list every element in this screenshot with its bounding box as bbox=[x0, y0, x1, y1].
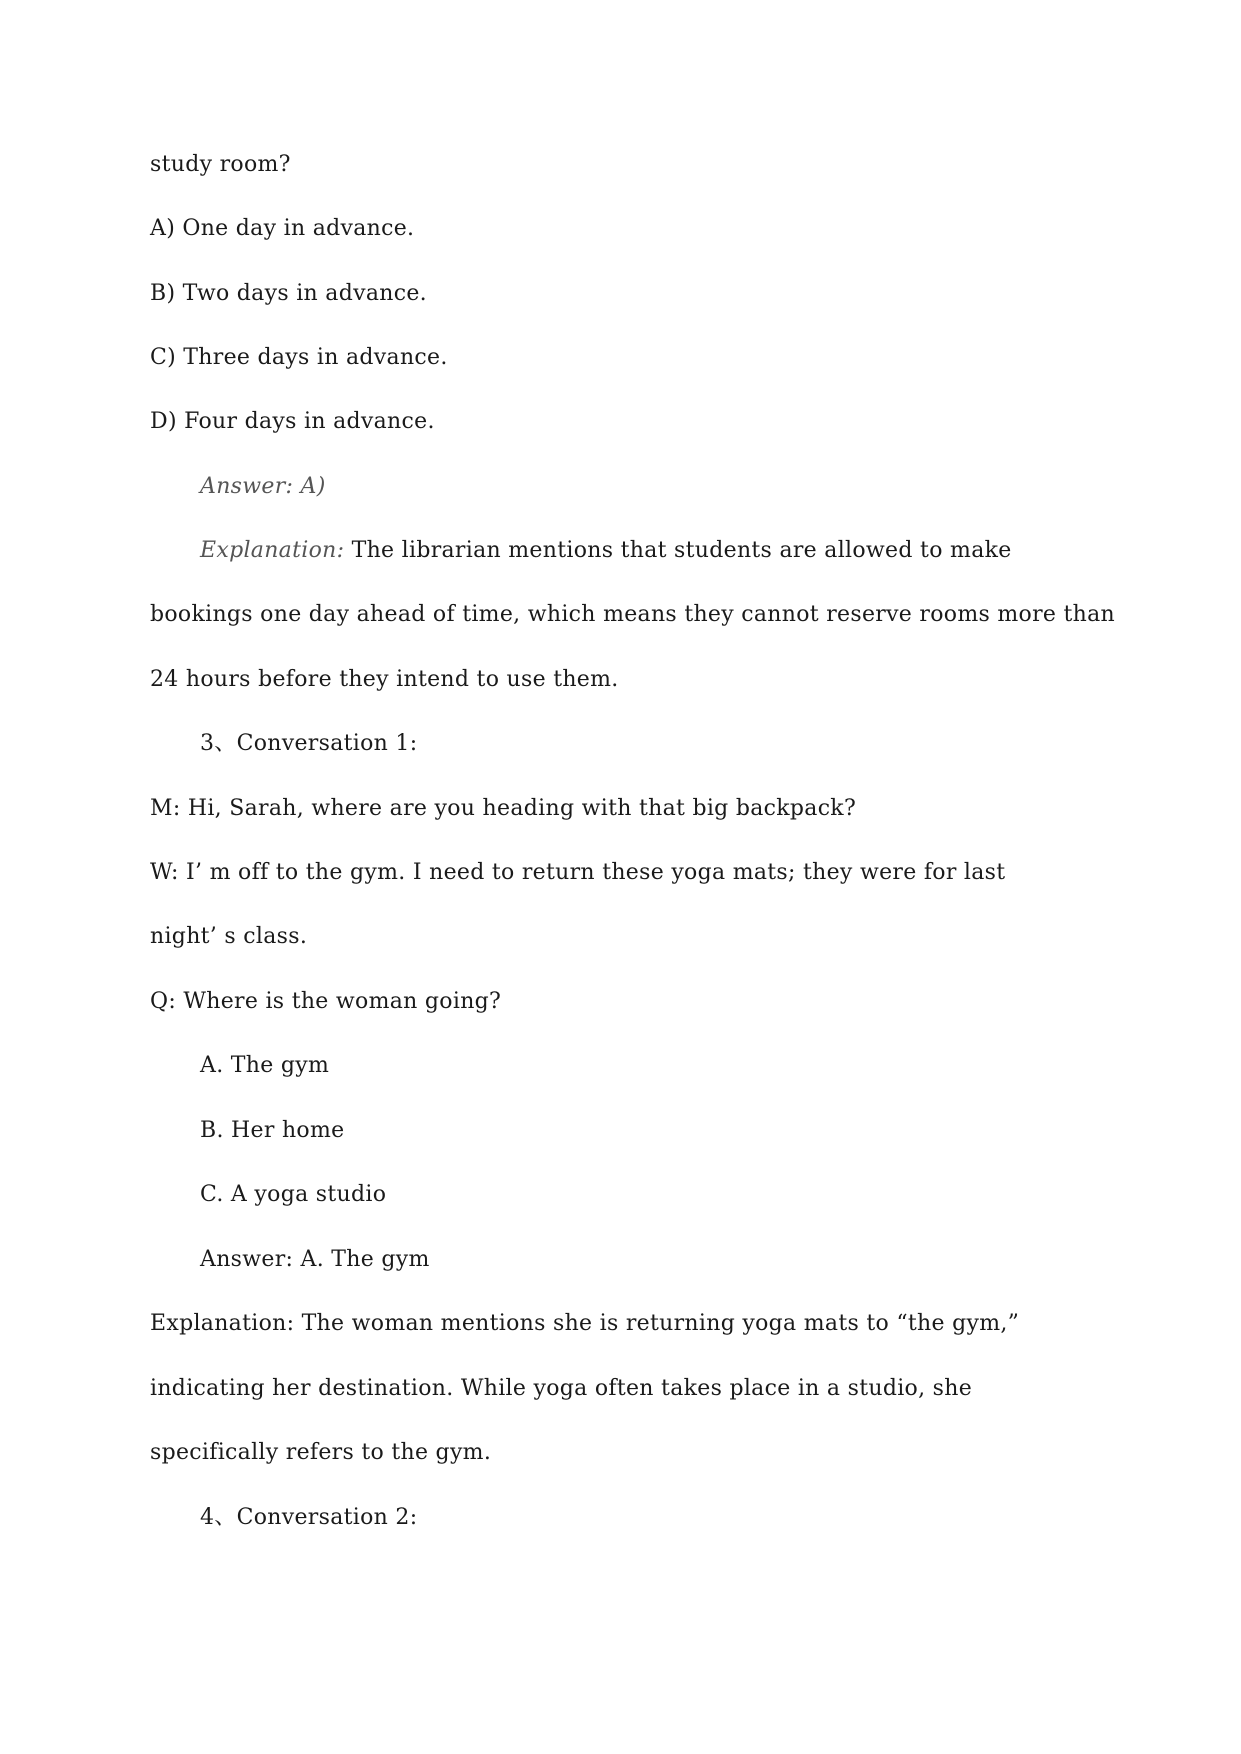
dialogue-woman: W: I’ m off to the gym. I need to return these yoga mats; they were for last bbox=[150, 860, 1006, 885]
q3-explanation-line-3: specifically refers to the gym. bbox=[150, 1440, 492, 1465]
option-a: A) One day in advance. bbox=[150, 216, 415, 241]
q3-explanation-line-1: Explanation: The woman mentions she is returning yoga mats to “the gym,” bbox=[150, 1311, 1020, 1336]
explanation-text: The librarian mentions that students are allowed to make bbox=[344, 538, 1012, 563]
q3-option-a: A. The gym bbox=[200, 1053, 330, 1078]
q3-answer: Answer: A. The gym bbox=[200, 1247, 430, 1272]
dialogue-woman-cont: night’ s class. bbox=[150, 924, 308, 949]
question-stem-tail: study room? bbox=[150, 152, 291, 177]
q3-option-b: B. Her home bbox=[200, 1118, 345, 1143]
question-line: Q: Where is the woman going? bbox=[150, 989, 502, 1014]
explanation-line-3: 24 hours before they intend to use them. bbox=[150, 667, 619, 692]
option-c: C) Three days in advance. bbox=[150, 345, 448, 370]
answer-line: Answer: A) bbox=[200, 474, 326, 499]
explanation-line-2: bookings one day ahead of time, which means they cannot reserve rooms more than bbox=[150, 602, 1116, 627]
explanation-label: Explanation: bbox=[200, 538, 345, 563]
dialogue-man: M: Hi, Sarah, where are you heading with that big backpack? bbox=[150, 796, 857, 821]
q3-option-c: C. A yoga studio bbox=[200, 1182, 387, 1207]
section-heading-4: 4、Conversation 2: bbox=[200, 1505, 418, 1530]
explanation-line-1 bbox=[200, 536, 1012, 566]
option-b: B) Two days in advance. bbox=[150, 281, 427, 306]
q3-explanation-line-2: indicating her destination. While yoga often takes place in a studio, she bbox=[150, 1376, 973, 1401]
option-d: D) Four days in advance. bbox=[150, 409, 435, 434]
section-heading-3: 3、Conversation 1: bbox=[200, 731, 418, 756]
